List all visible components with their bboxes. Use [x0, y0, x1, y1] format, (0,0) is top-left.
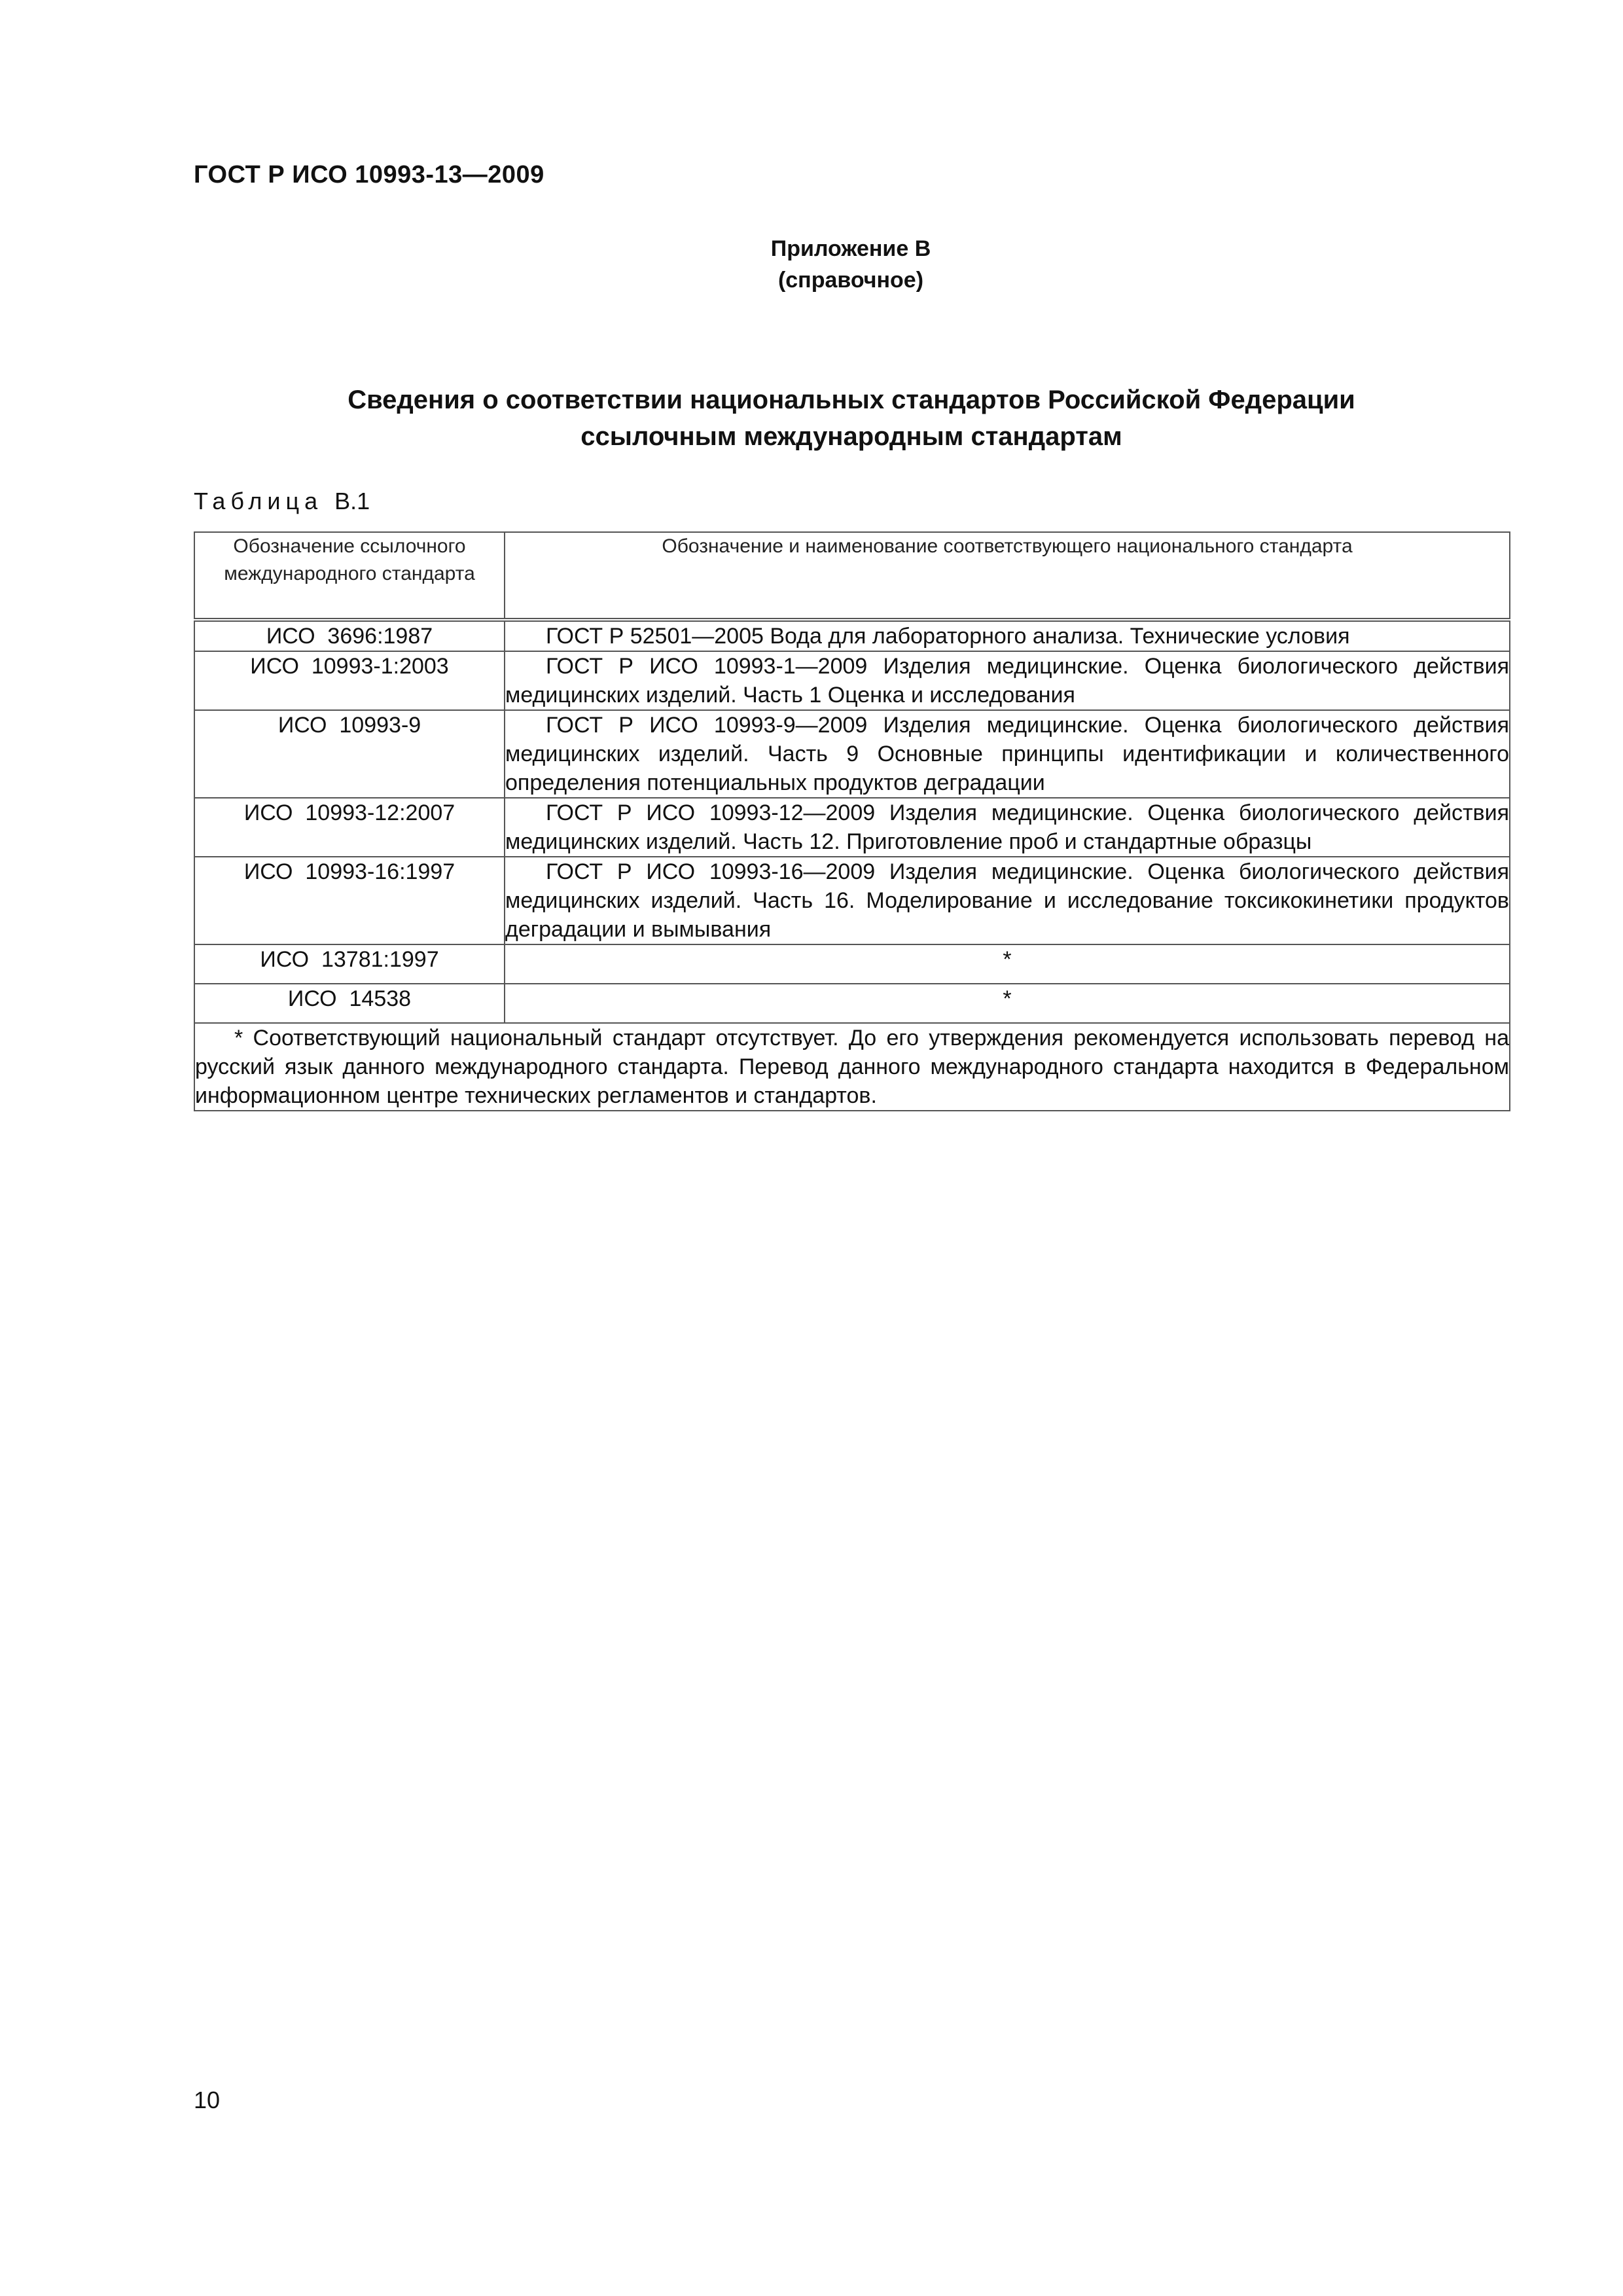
national-standard-description: ГОСТ Р ИСО 10993-9—2009 Изделия медицинские. Оценка биологического действия медицинских изделий. Часть 9 Основные принципы идентификации и количественного определения потенциальных продуктов деградации [505, 710, 1510, 798]
table-row [194, 651, 1510, 710]
international-standard-code: ИСО 14538 [194, 984, 505, 1023]
table-footnote-row [194, 1023, 1510, 1111]
table-row [194, 710, 1510, 798]
correspondence-table [194, 531, 1510, 1111]
international-standard-code: ИСО 10993-1:2003 [194, 651, 505, 710]
section-title-line-1: Сведения о соответствии национальных стандартов Российской Федерации [348, 386, 1355, 414]
table-footnote: * Соответствующий национальный стандарт отсутствует. До его утверждения рекомендуется использовать перевод на русский язык данного международного стандарта. Перевод данного международного стандарта находится в Федеральном информационном центре технических регламентов и стандартов. [194, 1023, 1510, 1111]
table-row [194, 620, 1510, 651]
header-national-standard: Обозначение и наименование соответствующего национального стандарта [505, 532, 1510, 620]
national-standard-description: ГОСТ Р ИСО 10993-16—2009 Изделия медицинские. Оценка биологического действия медицинских изделий. Часть 16. Моделирование и исследование токсикокинетики продуктов деградации и вымывания [505, 857, 1510, 944]
document-code-header: ГОСТ Р ИСО 10993-13—2009 [194, 161, 544, 188]
table-row [194, 857, 1510, 944]
international-standard-code: ИСО 10993-16:1997 [194, 857, 505, 944]
annex-heading [694, 233, 1008, 296]
table-caption-number: В.1 [334, 488, 370, 514]
national-standard-description: ГОСТ Р ИСО 10993-12—2009 Изделия медицинские. Оценка биологического действия медицинских изделий. Часть 12. Приготовление проб и стандартные образцы [505, 798, 1510, 857]
table-header-row [194, 532, 1510, 620]
national-standard-missing-mark: * [505, 944, 1510, 984]
international-standard-code: ИСО 13781:1997 [194, 944, 505, 984]
section-title-line-2: ссылочным международным стандартам [580, 422, 1122, 451]
national-standard-description: ГОСТ Р ИСО 10993-1—2009 Изделия медицинские. Оценка биологического действия медицинских изделий. Часть 1 Оценка и исследования [505, 651, 1510, 710]
international-standard-code: ИСО 10993-12:2007 [194, 798, 505, 857]
national-standard-missing-mark: * [505, 984, 1510, 1023]
national-standard-description: ГОСТ Р 52501—2005 Вода для лабораторного анализа. Технические условия [505, 620, 1510, 651]
table-caption [194, 488, 370, 515]
table-row [194, 798, 1510, 857]
annex-type: (справочное) [777, 268, 924, 293]
international-standard-code: ИСО 3696:1987 [194, 620, 505, 651]
header-international-standard: Обозначение ссылочного международного стандарта [194, 532, 505, 620]
table-row [194, 984, 1510, 1023]
annex-title: Приложение В [770, 236, 931, 261]
table-caption-label: Таблица [194, 488, 323, 514]
section-title [194, 382, 1509, 455]
international-standard-code: ИСО 10993-9 [194, 710, 505, 798]
page-number: 10 [194, 2087, 221, 2113]
table-row [194, 944, 1510, 984]
